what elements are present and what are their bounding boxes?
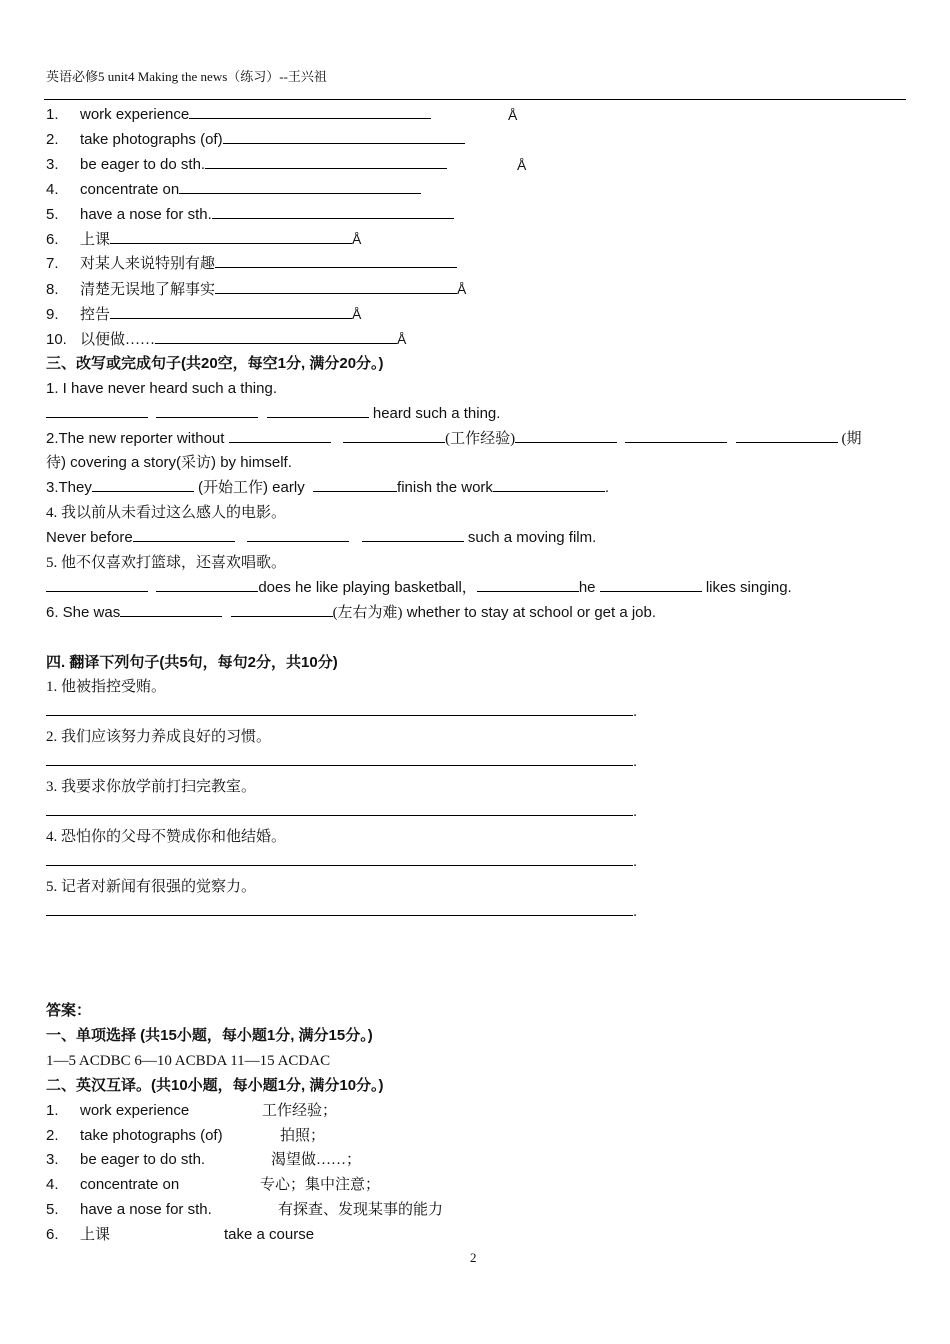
sentence-text: whether to stay at school or get a job. [402, 603, 657, 621]
answers-label: 答案： [46, 1002, 92, 1020]
sentence-text: likes singing. [701, 578, 792, 596]
item-english: concentrate on [80, 1176, 180, 1194]
vocab-item [46, 227, 908, 252]
answer-blank[interactable] [46, 402, 148, 418]
item-number: 10. [46, 331, 67, 349]
section-4-title: 四. 翻译下列句子(共5句，每句2分，共10分) [46, 653, 338, 671]
item-number: 5. [46, 1201, 59, 1219]
answer-blank[interactable] [110, 228, 352, 244]
answer-blank[interactable] [110, 303, 352, 319]
answer-blank[interactable] [247, 526, 349, 542]
sentence-text: . [604, 479, 610, 497]
answer-blank[interactable] [155, 328, 397, 344]
answers-s1-title: 一、单项选择 (共15小题，每小题1分, 满分15分。) [46, 1026, 373, 1044]
s4-question: 1. 他被指控受贿。 [46, 679, 167, 696]
item-text: 上课 [80, 232, 111, 249]
item-number: 2. [46, 130, 59, 148]
s4-answer-line [46, 900, 908, 925]
answer-item [46, 1124, 908, 1149]
s4-question: 5. 记者对新闻有很强的觉察力。 [46, 878, 257, 895]
vocab-item [46, 128, 908, 153]
answer-blank[interactable] [46, 750, 633, 766]
period: . [633, 703, 638, 721]
answers-s1-text: 1—5 ACDBC 6—10 ACBDA 11—15 ACDAC [46, 1052, 331, 1069]
answers-s2-title: 二、英汉互译。(共10小题，每小题1分, 满分10分。) [46, 1076, 384, 1094]
item-number: 5. [46, 205, 59, 223]
item-text: take photographs (of) [80, 130, 223, 148]
item-chinese: take a course [224, 1226, 315, 1244]
answer-blank[interactable] [46, 900, 633, 916]
answer-item [46, 1148, 908, 1173]
sentence-text: heard such a thing. [368, 404, 501, 422]
item-chinese: 拍照； [280, 1127, 326, 1144]
s3-answer-4 [46, 526, 908, 551]
answer-blank[interactable] [46, 576, 148, 592]
answer-blank[interactable] [600, 576, 702, 592]
s4-answer-line [46, 700, 908, 725]
section-3-title: 三、改写或完成句子(共20空，每空1分, 满分20分。) [46, 354, 384, 372]
answer-blank[interactable] [229, 427, 331, 443]
page-number: 2 [470, 1250, 477, 1265]
spacer [46, 924, 908, 949]
s3-question-2 [46, 427, 908, 452]
sentence-hint: (左右为难) [332, 604, 403, 621]
answer-blank[interactable] [267, 402, 369, 418]
answer-blank[interactable] [362, 526, 464, 542]
vocab-item [46, 327, 908, 352]
sentence-text: finish the work [397, 479, 493, 497]
marker-glyph: Å [517, 156, 527, 173]
sentence-hint: (开始工作) early [193, 479, 309, 497]
answer-blank[interactable] [215, 252, 457, 268]
answer-blank[interactable] [215, 278, 457, 294]
answer-item [46, 1223, 908, 1248]
s3-question-4: 4. 我以前从未看过这么感人的电影。 [46, 505, 287, 522]
sentence-text: he [578, 578, 600, 596]
item-text: 以便做…… [80, 332, 156, 349]
answer-blank[interactable] [156, 402, 258, 418]
answer-blank[interactable] [133, 526, 235, 542]
s3-question-2-cont: 待) covering a story(采访) by himself. [46, 454, 292, 472]
answer-item [46, 1099, 908, 1124]
period: . [633, 902, 638, 920]
marker-glyph: Å [352, 306, 362, 323]
item-english: 上课 [80, 1227, 111, 1244]
answer-blank[interactable] [46, 800, 633, 816]
s4-answer-line [46, 750, 908, 775]
answer-blank[interactable] [205, 153, 447, 169]
sentence-text: 6. She was [46, 603, 121, 621]
vocab-item [46, 153, 908, 178]
answer-blank[interactable] [212, 203, 454, 219]
item-english: work experience [80, 1101, 190, 1119]
item-chinese: 专心；集中注意； [260, 1177, 381, 1194]
item-number: 7. [46, 255, 59, 273]
spacer [46, 974, 908, 999]
item-number: 3. [46, 1151, 59, 1169]
document-header: 英语必修5 unit4 Making the news（练习）--王兴祖 [46, 69, 327, 84]
item-chinese: 工作经验； [262, 1102, 338, 1119]
item-text: have a nose for sth. [80, 205, 212, 223]
answer-blank[interactable] [477, 576, 579, 592]
answer-blank[interactable] [156, 576, 258, 592]
item-text: work experience [80, 106, 190, 123]
s4-question: 4. 恐怕你的父母不赞成你和他结婚。 [46, 828, 287, 845]
sentence-text: Never before [46, 529, 133, 547]
answer-blank[interactable] [189, 103, 431, 119]
answer-item [46, 1173, 908, 1198]
item-number: 6. [46, 231, 59, 249]
answer-blank[interactable] [46, 700, 633, 716]
s4-answer-line [46, 800, 908, 825]
vocab-item [46, 178, 908, 203]
s3-answer-1 [46, 402, 908, 427]
answer-blank[interactable] [120, 601, 222, 617]
item-chinese: 渴望做……； [271, 1152, 362, 1169]
answer-blank[interactable] [179, 178, 421, 194]
item-number: 4. [46, 180, 59, 198]
item-number: 1. [46, 1101, 59, 1119]
spacer [46, 949, 908, 974]
marker-glyph: Å [352, 231, 362, 248]
spacer [46, 626, 908, 651]
item-text: 控告 [80, 307, 111, 324]
s3-question-6 [46, 601, 908, 626]
answer-blank[interactable] [515, 427, 617, 443]
item-english: take photographs (of) [80, 1126, 223, 1144]
period: . [633, 753, 638, 771]
item-text: 清楚无误地了解事实 [80, 282, 216, 299]
period: . [633, 802, 638, 820]
answer-blank[interactable] [736, 427, 838, 443]
sentence-text: 2.The new reporter without [46, 429, 229, 447]
sentence-text: such a moving film. [463, 529, 597, 547]
s4-question: 2. 我们应该努力养成良好的习惯。 [46, 729, 272, 746]
sentence-hint: (工作经验) [445, 430, 516, 447]
marker-glyph: Å [457, 281, 467, 298]
answer-blank[interactable] [46, 850, 633, 866]
s4-question: 3. 我要求你放学前打扫完教室。 [46, 779, 257, 796]
document-body [46, 103, 908, 1248]
vocab-item [46, 252, 908, 277]
answer-blank[interactable] [313, 476, 397, 492]
header-divider [44, 99, 906, 100]
answer-blank[interactable] [92, 476, 194, 492]
item-text: be eager to do sth. [80, 155, 206, 173]
answer-blank[interactable] [231, 601, 333, 617]
item-number: 3. [46, 155, 59, 173]
vocab-item [46, 277, 908, 302]
vocab-item [46, 103, 908, 128]
s3-question-1: 1. I have never heard such a thing. [46, 379, 277, 397]
item-number: 9. [46, 306, 59, 324]
answer-blank[interactable] [343, 427, 445, 443]
marker-glyph: Å [397, 331, 407, 348]
item-number: 2. [46, 1126, 59, 1144]
s3-answer-5 [46, 576, 908, 601]
item-number: 8. [46, 281, 59, 299]
marker-glyph: Å [508, 107, 518, 123]
answer-blank[interactable] [493, 476, 605, 492]
vocab-item [46, 302, 908, 327]
period: . [633, 852, 638, 870]
answer-item [46, 1198, 908, 1223]
item-number: 4. [46, 1176, 59, 1194]
item-number: 6. [46, 1226, 59, 1244]
vocab-item [46, 203, 908, 228]
sentence-text: does he like playing basketball， [258, 578, 477, 596]
s3-question-5: 5. 他不仅喜欢打篮球，还喜欢唱歌。 [46, 555, 287, 572]
item-english: be eager to do sth. [80, 1151, 206, 1169]
item-english: have a nose for sth. [80, 1201, 212, 1219]
s4-answer-line [46, 850, 908, 875]
s3-question-3 [46, 476, 908, 501]
item-text: concentrate on [80, 180, 180, 198]
sentence-text: 3.They [46, 479, 92, 497]
answer-blank[interactable] [625, 427, 727, 443]
answer-blank[interactable] [223, 128, 465, 144]
item-number: 1. [46, 106, 59, 123]
item-text: 对某人来说特别有趣 [80, 256, 216, 273]
item-chinese: 有探查、发现某事的能力 [278, 1202, 444, 1219]
sentence-hint: (期 [837, 430, 862, 447]
